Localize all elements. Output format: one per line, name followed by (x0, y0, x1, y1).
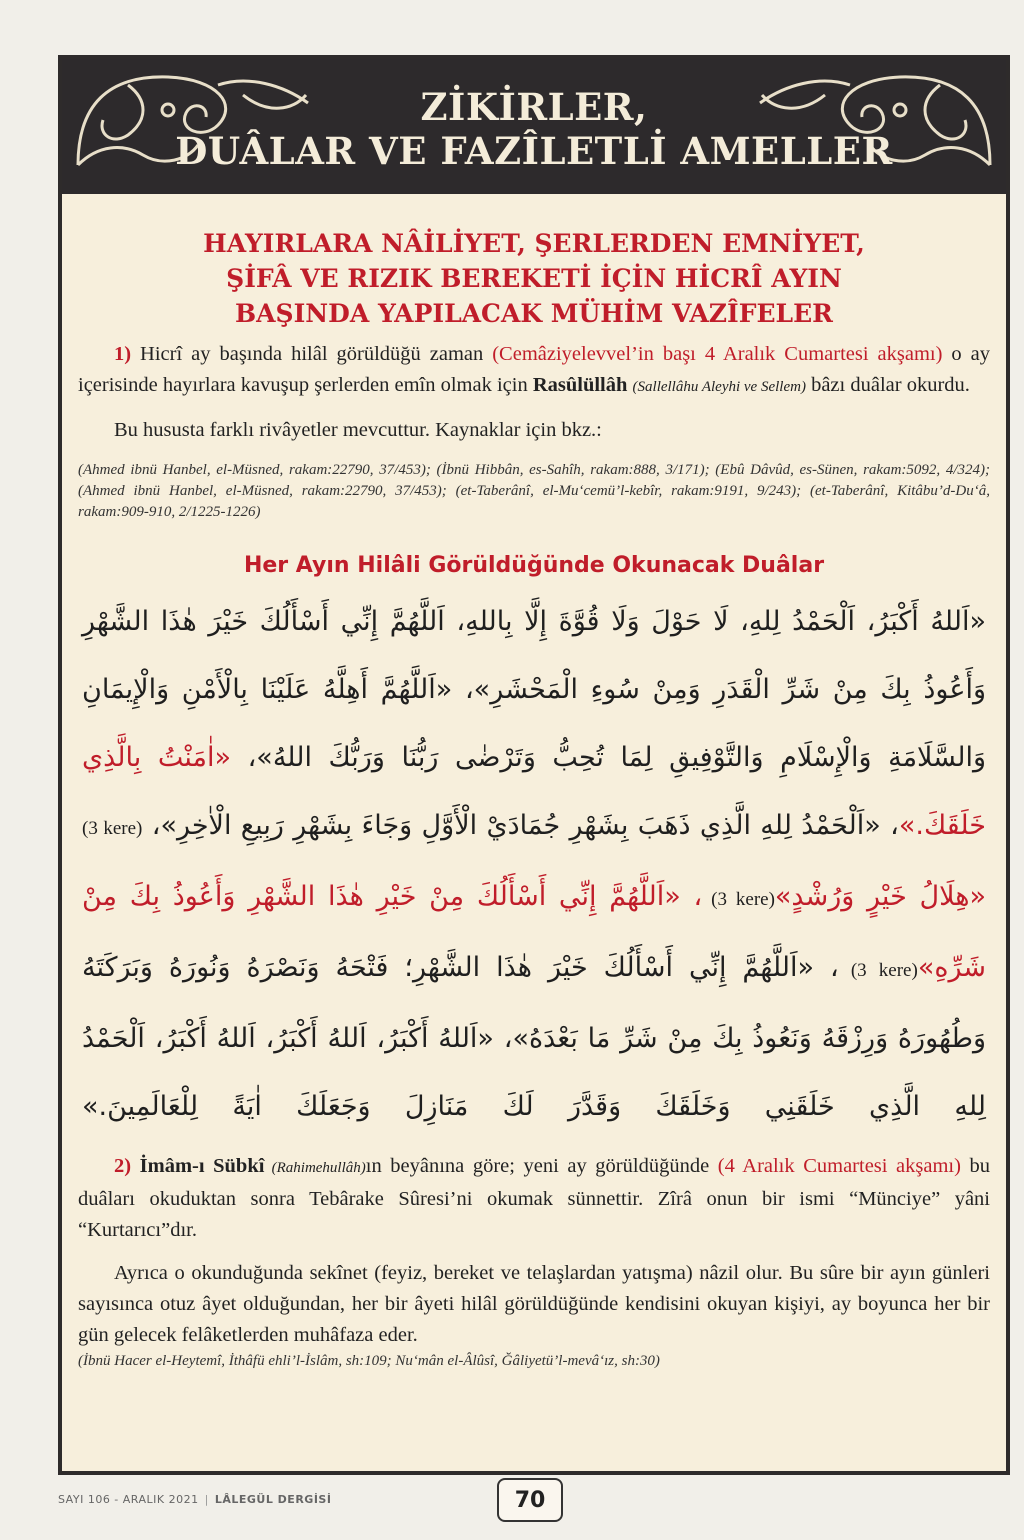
paragraph-2-rahimehullah: (Rahimehullâh) (264, 1160, 366, 1176)
footer-issue: SAYI 106 - ARALIK 2021 (58, 1493, 199, 1506)
paragraph-1-text-c: bâzı duâlar okurdu. (805, 374, 970, 396)
repeat-count-1: (3 kere) (82, 818, 143, 839)
title-line-1: ZİKİRLER, (420, 85, 648, 129)
paragraph-1-text-a: Hicrî ay başında hilâl görüldüğü zaman (131, 343, 493, 365)
paragraph-1 (78, 339, 990, 403)
arabic-part-1: «اَللهُ أَكْبَرُ، اَلْحَمْدُ لِلهِ، لَا حَوْلَ وَلَا قُوَّةَ إِلَّا بِاللهِ، اَللَّهُمَّ إِنِّي أَسْأَلُكَ خَيْرَ هٰذَا الشَّهْرِ وَأَعُوذُ بِكَ مِنْ شَرِّ الْقَدَرِ وَمِنْ سُوءِ الْمَحْشَرِ»، «اَللَّهُمَّ أَهِلَّهُ عَلَيْنَا بِالْأَمْنِ وَالْإِيمَانِ وَالسَّلَامَةِ وَالْإِسْلَامِ وَالتَّوْفِيقِ لِمَا تُحِبُّ وَتَرْضٰى رَبُّنَا وَرَبُّكَ اللهُ»، (82, 606, 987, 773)
paragraph-2-date: (4 Aralık Cumartesi akşamı) (717, 1155, 961, 1177)
repeat-count-2: (3 kere) (702, 889, 775, 910)
arabic-red-2: «هِلَالُ خَيْرٍ وَرُشْدٍ» (774, 881, 986, 912)
sources-intro: Bu hususta farklı rivâyetler mevcuttur. Kaynaklar için bkz.: (114, 419, 602, 441)
page-title (62, 85, 1006, 173)
paragraph-2-text-a: ın beyânına göre; yeni ay görüldüğünde (365, 1155, 718, 1177)
paragraph-1-salawat: (Sallellâhu Aleyhi ve Sellem) (632, 379, 806, 395)
section-title-line-3: BAŞINDA YAPILACAK MÜHİM VAZÎFELER (235, 299, 833, 328)
footer-issue-info (58, 1493, 331, 1506)
arabic-part-3: ، «اَللَّهُمَّ إِنِّي أَسْأَلُكَ خَيْرَ هٰذَا الشَّهْرِ؛ فَتْحَهُ وَنَصْرَهُ وَنُورَهُ وَبَرَكَتَهُ وَطُهُورَهُ وَرِزْقَهُ وَنَعُوذُ بِكَ مِنْ شَرِّ مَا بَعْدَهُ»، «اَللهُ أَكْبَرُ، اَللهُ أَكْبَرُ، اَللهُ أَكْبَرُ، اَلْحَمْدُ لِلهِ الَّذِي خَلَقَنِي وَخَلَقَكَ وَقَدَّرَ لَكَ مَنَازِلَ وَجَعَلَكَ اٰيَةً لِلْعَالَمِينَ.» (82, 952, 986, 1122)
header-band (62, 59, 1006, 194)
paragraph-1-date: (Cemâziyelevvel’in başı 4 Aralık Cumartesi akşamı) (492, 343, 943, 365)
paragraph-3: Ayrıca o okunduğunda sekînet (feyiz, bereket ve telaşlardan yatışma) nâzil olur. Bu sûre bir ayın günleri sayısınca otuz âyet olduğundan, her bir âyeti hilâl görüldüğünde kendisini okuyan kişiyi, ay boyunca her bir gün gelecek felâketlerden muhâfaza eder. (78, 1262, 990, 1346)
paragraph-2-imam: İmâm-ı Sübkî (131, 1155, 265, 1177)
footer-magazine: LÂLEGÜL DERGİSİ (214, 1493, 332, 1506)
paragraph-2-text-b: bu duâları okuduktan sonra Tebârake Sûresi’ni okumak sünnettir. Zîrâ onun bir ismi “Münciye” yâni “Kurtarıcı”dır. (78, 1155, 990, 1241)
arabic-dua-text (78, 588, 990, 1141)
page-number: 70 (497, 1478, 563, 1522)
section-title-line-1: HAYIRLARA NÂİLİYET, ŞERLERDEN EMNİYET, (203, 229, 865, 258)
title-line-2: DUÂLAR VE FAZÎLETLİ AMELLER (175, 129, 893, 173)
page-frame (58, 55, 1010, 1475)
paragraph-2 (78, 1151, 990, 1246)
arabic-red-3: ، «اَللَّهُمَّ إِنِّي أَسْأَلُكَ مِنْ خَيْرِ هٰذَا الشَّهْرِ وَأَعُوذُ بِكَ مِنْ شَرِّهِ» (82, 881, 986, 983)
footer-separator: | (204, 1493, 209, 1506)
section-title-line-2: ŞİFÂ VE RIZIK BEREKETİ İÇİN HİCRÎ AYIN (226, 264, 842, 293)
paragraph-1-text-b: o ay içerisinde hayırlara kavuşup şerlerden emîn olmak için (78, 343, 990, 396)
paragraph-3-source: (İbnü Hacer el-Heytemî, İthâfü ehli’l-İslâm, sh:109; Nu‘mân el-Âlûsî, Ğâliyetü’l-mevâ‘ız, sh:30) (78, 1353, 660, 1369)
paragraph-2-number: 2) (114, 1155, 132, 1177)
paragraph-1-prophet: Rasûlüllâh (532, 374, 628, 396)
content-area (62, 194, 1006, 1471)
arabic-part-2: ، «اَلْحَمْدُ لِلهِ الَّذِي ذَهَبَ بِشَهْرِ جُمَادَيْ الْأَوَّلِ وَجَاءَ بِشَهْرِ رَبِيعِ الْاٰخِرِ»، (142, 810, 899, 841)
section-title (78, 226, 990, 331)
repeat-count-3: (3 kere) (838, 960, 918, 981)
paragraph-1-number: 1) (114, 343, 132, 365)
references: (Ahmed ibnü Hanbel, el-Müsned, rakam:22790, 37/453); (İbnü Hibbân, es-Sahîh, rakam:888, 3/171); (Ebû Dâvûd, es-Sünen, rakam:5092, 4/324); (Ahmed ibnü Hanbel, el-Müsned, rakam:22790, 37/453); (et-Taberânî, el-Mu‘cemü’l-kebîr, rakam:9191, 9/243); (et-Taberânî, Kitâbu’d-Du‘â, rakam:909-910, 2/1225-1226) (78, 462, 990, 520)
arabic-red-1: «اٰمَنْتُ بِالَّذِي خَلَقَكَ.» (82, 742, 986, 841)
dua-subheading: Her Ayın Hilâli Görüldüğünde Okunacak Duâlar (243, 553, 825, 578)
